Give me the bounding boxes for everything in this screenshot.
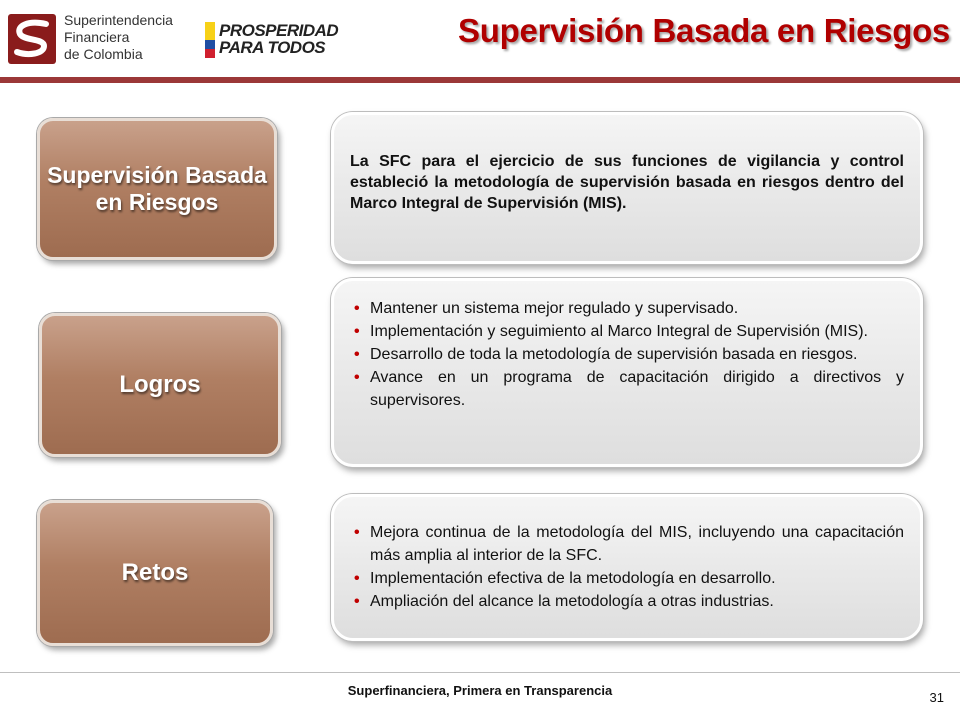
bullet-icon: • [354,524,360,541]
bullet-icon: • [354,300,360,317]
bullet-icon: • [354,346,360,363]
sfc-logo-line-2: Financiera [64,29,130,45]
list-item [350,521,904,567]
prosperidad-logo-line-1: PROSPERIDAD [219,21,339,40]
label-retos [37,500,273,646]
description-box [331,112,923,264]
sfc-logo [8,12,198,68]
list-item [350,297,904,320]
list-item [350,590,904,613]
description-text: La SFC para el ejercicio de sus funciones de vigilancia y control estableció la metodología de supervisión basada en riesgos dentro del Marco Integral de Supervisión (MIS). [350,153,904,212]
sfc-emblem-icon [8,14,56,64]
list-item-text: Mejora continua de la metodología del MIS, incluyendo una capacitación más amplia al interior de la SFC. [370,524,904,564]
page-number: 31 [929,690,944,705]
slide-title: Supervisión Basada en Riesgos [458,12,950,49]
prosperidad-logo [205,22,355,62]
label-text: Logros [119,371,201,398]
list-item [350,320,904,343]
logros-box [331,278,923,467]
bullet-icon: • [354,570,360,587]
footer-tagline: Superfinanciera, Primera en Transparencia [347,683,613,698]
colombia-flag-icon [205,22,215,58]
label-logros [39,313,281,457]
prosperidad-logo-line-2: PARA TODOS [219,38,326,57]
prosperidad-logo-text [219,22,338,56]
label-text: Supervisión Basada en Riesgos [47,162,267,215]
list-item-text: Implementación y seguimiento al Marco Integral de Supervisión (MIS). [370,323,868,340]
list-item [350,567,904,590]
list-item-text: Implementación efectiva de la metodología en desarrollo. [370,570,776,587]
list-item [350,366,904,412]
list-item-text: Mantener un sistema mejor regulado y supervisado. [370,300,739,317]
retos-box [331,494,923,641]
list-item [350,343,904,366]
footer-divider [0,672,960,673]
header-divider [0,77,960,83]
sfc-logo-line-3: de Colombia [64,46,143,62]
logros-list [350,297,904,412]
list-item-text: Desarrollo de toda la metodología de supervisión basada en riesgos. [370,346,858,363]
bullet-icon: • [354,369,360,386]
list-item-text: Avance en un programa de capacitación dirigido a directivos y supervisores. [370,369,904,409]
bullet-icon: • [354,323,360,340]
retos-list [350,521,904,613]
label-text: Retos [121,559,189,586]
list-item-text: Ampliación del alcance la metodología a otras industrias. [370,593,774,610]
bullet-icon: • [354,593,360,610]
label-supervision-basada-en-riesgos [37,118,277,260]
sfc-logo-line-1: Superintendencia [64,12,173,28]
sfc-logo-text [64,12,173,63]
